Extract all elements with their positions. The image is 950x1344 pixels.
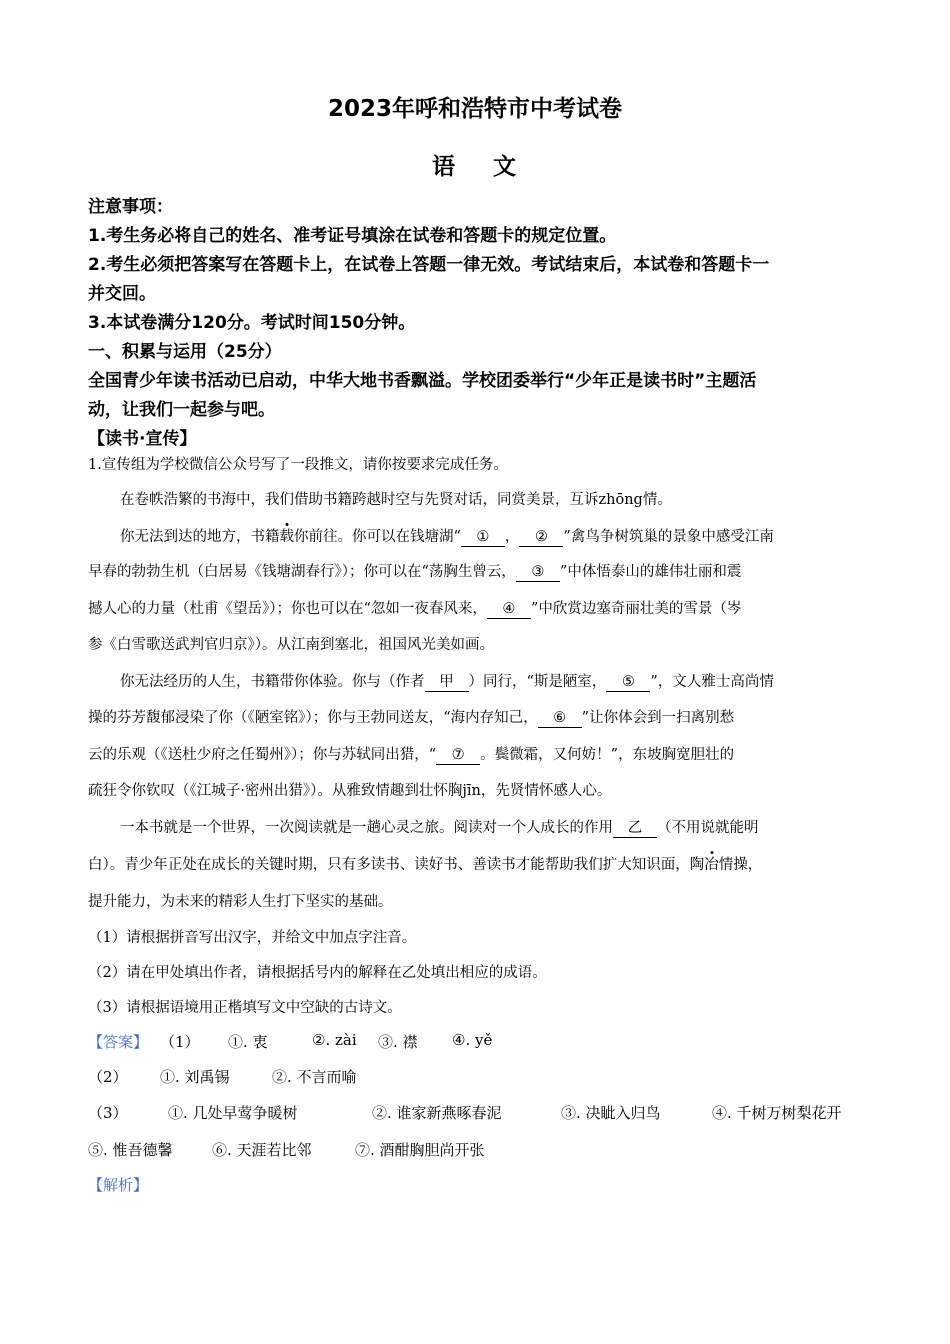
answer-3-4: ④. 千树万树梨花开 [712,1104,842,1122]
passage-p4-line1 [120,816,759,838]
passage-p4-line3: 提升能力，为未来的精彩人生打下坚实的基础。 [88,894,393,910]
text-span: 一本书就是一个世界，一次阅读就是一趟心灵之旅。阅读对一个人成长的作用 [120,820,613,836]
notice-item-2a: 2.考生必须把答案写在答题卡上，在试卷上答题一律无效。考试结束后，本试卷和答题卡一 [88,255,770,275]
passage-p3-line1 [120,670,774,692]
blank-5: ⑤ [606,675,650,692]
answer-label: 【答案】 [88,1033,149,1051]
text-span: 情操， [718,857,763,873]
answer-r1-num: （1） [160,1033,200,1051]
blank-6: ⑥ [538,711,582,728]
passage-p2-line1 [120,525,774,547]
notice-item-2b: 并交回。 [88,284,156,304]
answer-r2-num: （2） [88,1068,128,1086]
text-span: 白）。青少年正处在成长的关键时期，只有多读书、读好书、善读书才能帮助我们扩大知识面，陶 [88,857,705,873]
text-span: 你无法经历的人生，书籍带你体验。你与（作者 [120,674,425,690]
text-span: 早春的勃勃生机（白居易《钱塘湖春行》）；你可以在“荡胸生曾云， [88,564,516,580]
text-span: 操的芬芳馥郁浸染了你（《陋室铭》）；你与王勃同送友，“海内存知己， [88,710,538,726]
notice-item-3: 3.本试卷满分120分。考试时间150分钟。 [88,313,416,333]
passage-p3-line4: 疏狂令你钦叹（《江城子·密州出猎》）。从雅致情趣到壮怀胸jīn，先贤情怀感人心。 [88,783,612,799]
answer-1-3: ③. 襟 [378,1033,418,1051]
notice-item-1: 1.考生务必将自己的姓名、准考证号填涂在试卷和答题卡的规定位置。 [88,226,617,246]
text-span: ”中欣赏边塞奇丽壮美的雪景（岑 [530,601,742,617]
text-span: ”禽鸟争树筑巢的景象中感受江南 [563,529,774,545]
answer-3-3: ③. 决眦入归鸟 [561,1104,661,1122]
task-3: （3）请根据语境用正楷填写文中空缺的古诗文。 [88,1000,402,1016]
dotted-char: 载 [279,529,294,545]
text-span: ”，文人雅士高尚情 [650,674,774,690]
passage-p3-line3 [88,743,734,765]
answer-r3-num: （3） [88,1104,128,1122]
blank-3: ③ [516,565,560,582]
text-span: 。鬓微霜，又何妨！”，东坡胸宽胆壮的 [480,747,735,763]
subject-char-2: 文 [493,154,518,180]
text-span: ”中体悟泰山的雄伟壮丽和震 [559,564,742,580]
passage-p4-line2 [88,853,762,874]
subject-title [0,148,950,181]
blank-4: ④ [487,602,531,619]
blank-jia: 甲 [425,675,469,692]
passage-p2-line2 [88,560,741,582]
analysis-label: 【解析】 [88,1176,149,1194]
text-span: 你无法到达的地方，书籍 [120,529,280,545]
answer-3-7: ⑦. 酒酣胸胆尚开张 [355,1141,485,1159]
section-heading: 一、积累与运用（25分） [88,342,282,362]
answer-1-1: ①. 衷 [228,1033,268,1051]
passage-p3-line2 [88,706,734,728]
blank-1: ① [461,530,505,547]
text-span: 你前往。你可以在钱塘湖“ [294,529,461,545]
text-span: ， [504,529,520,545]
answer-1-4: ④. yě [452,1031,493,1049]
blank-yi: 乙 [613,821,657,838]
task-2: （2）请在甲处填出作者，请根据括号内的解释在乙处填出相应的成语。 [88,965,547,981]
sub-heading: 【读书·宣传】 [88,429,197,449]
text-span: ”让你体会到一扫离别愁 [581,710,735,726]
section-intro-a: 全国青少年读书活动已启动，中华大地书香飘溢。学校团委举行“少年正是读书时”主题活 [88,371,757,391]
answer-2-1: ①. 刘禹锡 [160,1068,230,1086]
text-span: （不用说就能明 [657,820,759,836]
text-span: ）同行，“斯是陋室， [468,674,607,690]
answer-3-6: ⑥. 天涯若比邻 [212,1141,312,1159]
section-intro-b: 动，让我们一起参与吧。 [88,400,275,420]
passage-p2-line3 [88,597,741,619]
answer-3-2: ②. 谁家新燕啄春泥 [372,1104,502,1122]
page-title: 2023年呼和浩特市中考试卷 [327,96,622,122]
passage-p1: 在卷帙浩繁的书海中，我们借助书籍跨越时空与先贤对话，同赏美景，互诉zhōng情。 [120,492,672,508]
answer-3-1: ①. 几处早莺争暖树 [168,1104,298,1122]
answer-3-5: ⑤. 惟吾德馨 [88,1141,173,1159]
task-1: （1）请根据拼音写出汉字，并给文中加点字注音。 [88,930,417,946]
answer-2-2: ②. 不言而喻 [272,1068,357,1086]
subject-char-1: 语 [432,154,457,180]
blank-2: ② [519,530,563,547]
text-span: 撼人心的力量（杜甫《望岳》）；你也可以在“忽如一夜春风来， [88,601,487,617]
notice-heading: 注意事项： [88,197,173,217]
blank-7: ⑦ [436,748,480,765]
dotted-char: 冶 [704,857,719,873]
text-span: 云的乐观（《送杜少府之任蜀州》）；你与苏轼同出猎，“ [88,747,437,763]
question-1: 1.宣传组为学校微信公众号写了一段推文，请你按要求完成任务。 [88,457,508,473]
passage-p2-line4: 参《白雪歌送武判官归京》）。从江南到塞北，祖国风光美如画。 [88,637,494,653]
answer-1-2: ②. zài [312,1031,357,1049]
